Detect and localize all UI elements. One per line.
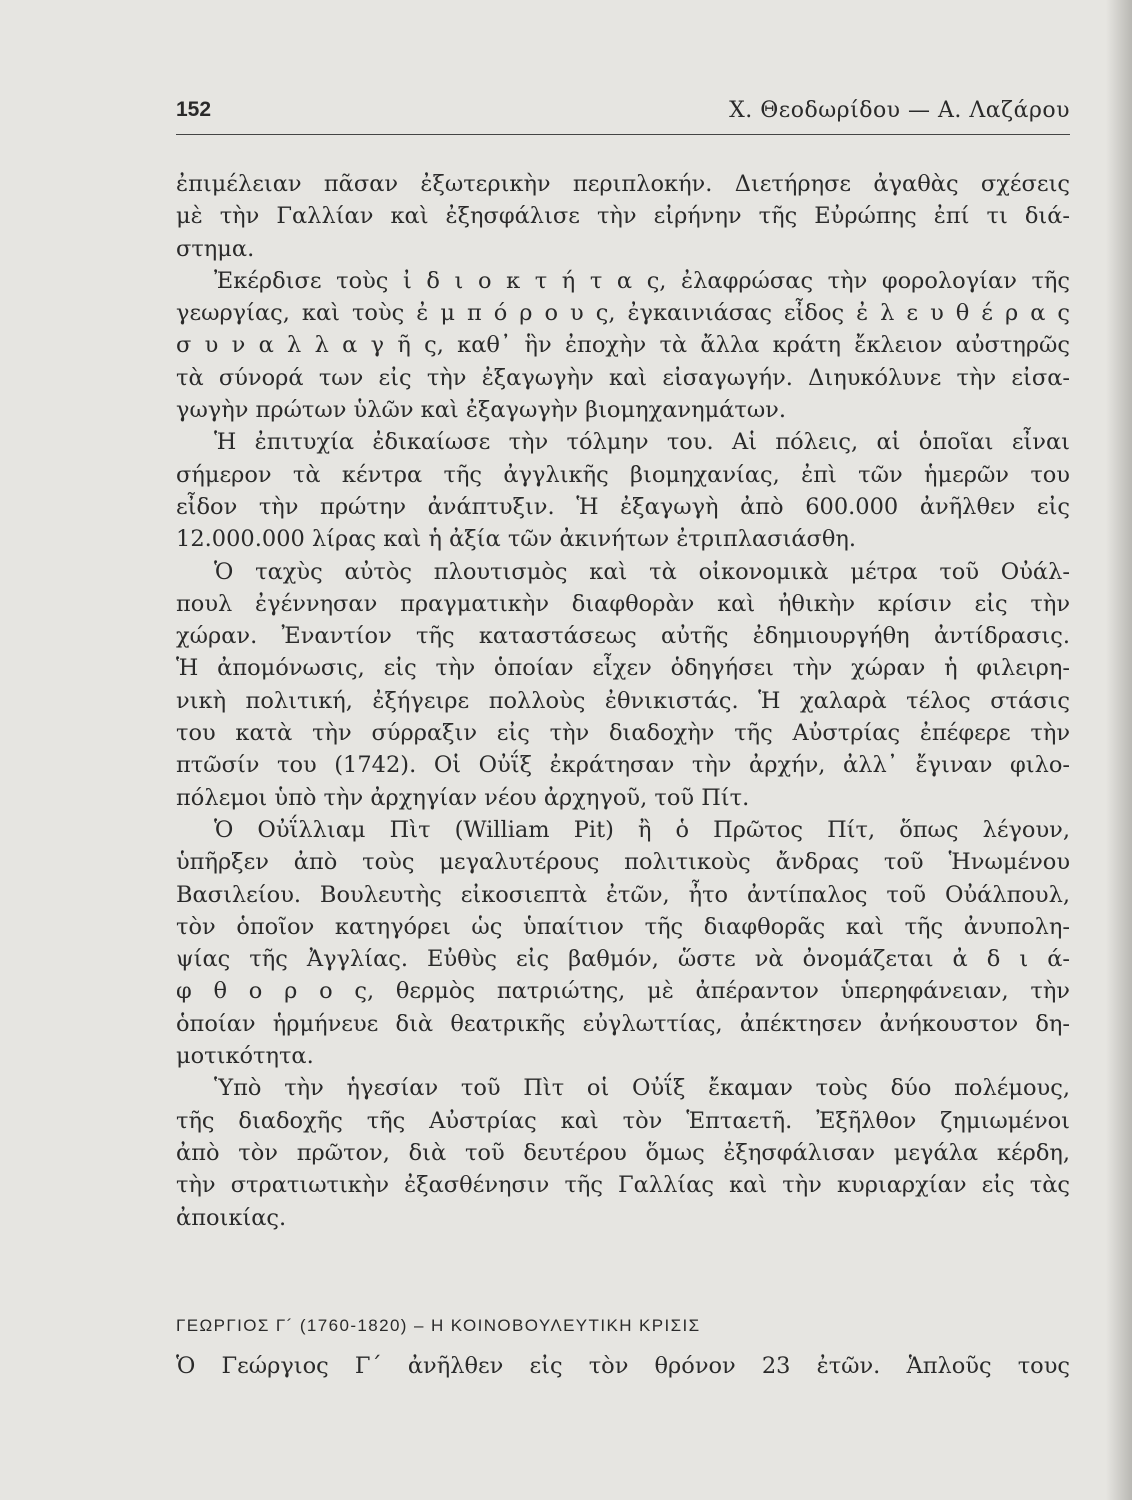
running-head: Χ. Θεοδωρίδου — Α. Λαζάρου (729, 98, 1070, 123)
header-rule (176, 134, 1070, 135)
text-line: τὸν ὁποῖον κατηγόρει ὡς ὑπαίτιον τῆς διαφθορᾶς καὶ τῆς ἀνυπολη- (176, 913, 1070, 940)
page-edge-shadow (1106, 0, 1132, 1500)
text-line: τὴν στρατιωτικὴν ἐξασθένησιν τῆς Γαλλίας καὶ τὴν κυριαρχίαν εἰς τὰς (176, 1172, 1070, 1199)
text-line: εἶδον τὴν πρώτην ἀνάπτυξιν. Ἡ ἐξαγωγὴ ἀπὸ 600.000 ἀνῆλθεν εἰς (176, 493, 1070, 520)
final-line: Ὁ Γεώργιος Γ´ ἀνῆλθεν εἰς τὸν θρόνον 23 ἐτῶν. Ἁπλοῦς τους (176, 1353, 1070, 1379)
text-line: πτῶσίν του (1742). Οἱ Οὐΐξ ἐκράτησαν τὴν ἀρχήν, ἀλλ᾽ ἔγιναν φιλο- (176, 752, 1070, 779)
text-line: ὁποίαν ἡρμήνευε διὰ θεατρικῆς εὐγλωττίας, ἀπέκτησεν ἀνήκουστον δη- (176, 1010, 1070, 1037)
text-line: Ἐκέρδισε τοὺς ἰ δ ι ο κ τ ή τ α ς, ἐλαφρώσας τὴν φορολογίαν τῆς (214, 267, 1070, 294)
text-line: Ὑπὸ τὴν ἡγεσίαν τοῦ Πὶτ οἱ Οὐΐξ ἔκαμαν τοὺς δύο πολέμους, (214, 1075, 1070, 1102)
text-line: Ἡ ἀπομόνωσις, εἰς τὴν ὁποίαν εἶχεν ὁδηγήσει τὴν χώραν ἡ φιλειρη- (176, 655, 1070, 682)
text-line: χώραν. Ἐναντίον τῆς καταστάσεως αὐτῆς ἐδημιουργήθη ἀντίδρασις. (176, 623, 1070, 650)
section-title: ΓΕΩΡΓΙΟΣ Γ´ (1760-1820) – Η ΚΟΙΝΟΒΟΥΛΕΥΤΙΚΗ ΚΡΙΣΙΣ (176, 1316, 701, 1335)
text-line: σ υ ν α λ λ α γ ῆ ς, καθ᾽ ἣν ἐποχὴν τὰ ἄλλα κράτη ἔκλειον αὐστηρῶς (176, 332, 1070, 359)
text-line: Ἡ ἐπιτυχία ἐδικαίωσε τὴν τόλμην του. Αἱ πόλεις, αἱ ὁποῖαι εἶναι (214, 429, 1070, 456)
text-line: μοτικότητα. (176, 1043, 314, 1070)
text-line: φ θ ο ρ ο ς, θερμὸς πατριώτης, μὲ ἀπέραντον ὑπερηφάνειαν, τὴν (176, 978, 1070, 1005)
text-line: γωγὴν πρώτων ὑλῶν καὶ ἐξαγωγὴν βιομηχανημάτων. (176, 397, 787, 424)
text-line: πόλεμοι ὑπὸ τὴν ἀρχηγίαν νέου ἀρχηγοῦ, τοῦ Πίτ. (176, 784, 750, 811)
text-line: τῆς διαδοχῆς τῆς Αὐστρίας καὶ τὸν Ἑπταετῆ. Ἐξῆλθον ζημιωμένοι (176, 1107, 1070, 1134)
text-line: ψίας τῆς Ἀγγλίας. Εὐθὺς εἰς βαθμόν, ὥστε νὰ ὀνομάζεται ἀ δ ι ά- (176, 946, 1070, 973)
text-line: στημα. (176, 235, 255, 262)
text-line: ὑπῆρξεν ἀπὸ τοὺς μεγαλυτέρους πολιτικοὺς ἄνδρας τοῦ Ἡνωμένου (176, 849, 1070, 876)
text-line: ἀπὸ τὸν πρῶτον, διὰ τοῦ δευτέρου ὅμως ἐξησφάλισαν μεγάλα κέρδη, (176, 1139, 1070, 1166)
page-number: 152 (176, 98, 212, 121)
text-line: νικὴ πολιτική, ἐξήγειρε πολλοὺς ἐθνικιστάς. Ἡ χαλαρὰ τέλος στάσις (176, 687, 1070, 714)
text-line: γεωργίας, καὶ τοὺς ἐ μ π ό ρ ο υ ς, ἐγκαινιάσας εἶδος ἐ λ ε υ θ έ ρ α ς (176, 300, 1070, 327)
text-line: του κατὰ τὴν σύρραξιν εἰς τὴν διαδοχὴν τῆς Αὐστρίας ἐπέφερε τὴν (176, 720, 1070, 747)
text-line: τὰ σύνορά των εἰς τὴν ἐξαγωγὴν καὶ εἰσαγωγήν. Διηυκόλυνε τὴν εἰσα- (176, 364, 1070, 391)
text-line: σήμερον τὰ κέντρα τῆς ἀγγλικῆς βιομηχανίας, ἐπὶ τῶν ἡμερῶν του (176, 461, 1070, 488)
text-line: Ὁ ταχὺς αὐτὸς πλουτισμὸς καὶ τὰ οἰκονομικὰ μέτρα τοῦ Οὐάλ- (214, 558, 1070, 585)
text-line: Βασιλείου. Βουλευτὴς εἰκοσιεπτὰ ἐτῶν, ἦτο ἀντίπαλος τοῦ Οὐάλπουλ, (176, 881, 1070, 908)
text-line: 12.000.000 λίρας καὶ ἡ ἀξία τῶν ἀκινήτων ἐτριπλασιάσθη. (176, 526, 857, 553)
text-line: ἐπιμέλειαν πᾶσαν ἐξωτερικὴν περιπλοκήν. Διετήρησε ἀγαθὰς σχέσεις (176, 171, 1070, 197)
text-line: πουλ ἐγέννησαν πραγματικὴν διαφθορὰν καὶ ἠθικὴν κρίσιν εἰς τὴν (176, 590, 1070, 617)
text-line: Ὁ Οὐΐλλιαμ Πὶτ (William Pit) ἢ ὁ Πρῶτος Πίτ, ὅπως λέγουν, (214, 816, 1070, 843)
body-text (176, 168, 1070, 1234)
text-line: μὲ τὴν Γαλλίαν καὶ ἐξησφάλισε τὴν εἰρήνην τῆς Εὐρώπης ἐπί τι διά- (176, 203, 1070, 230)
page-header (176, 98, 1070, 128)
text-line: ἀποικίας. (176, 1204, 287, 1231)
